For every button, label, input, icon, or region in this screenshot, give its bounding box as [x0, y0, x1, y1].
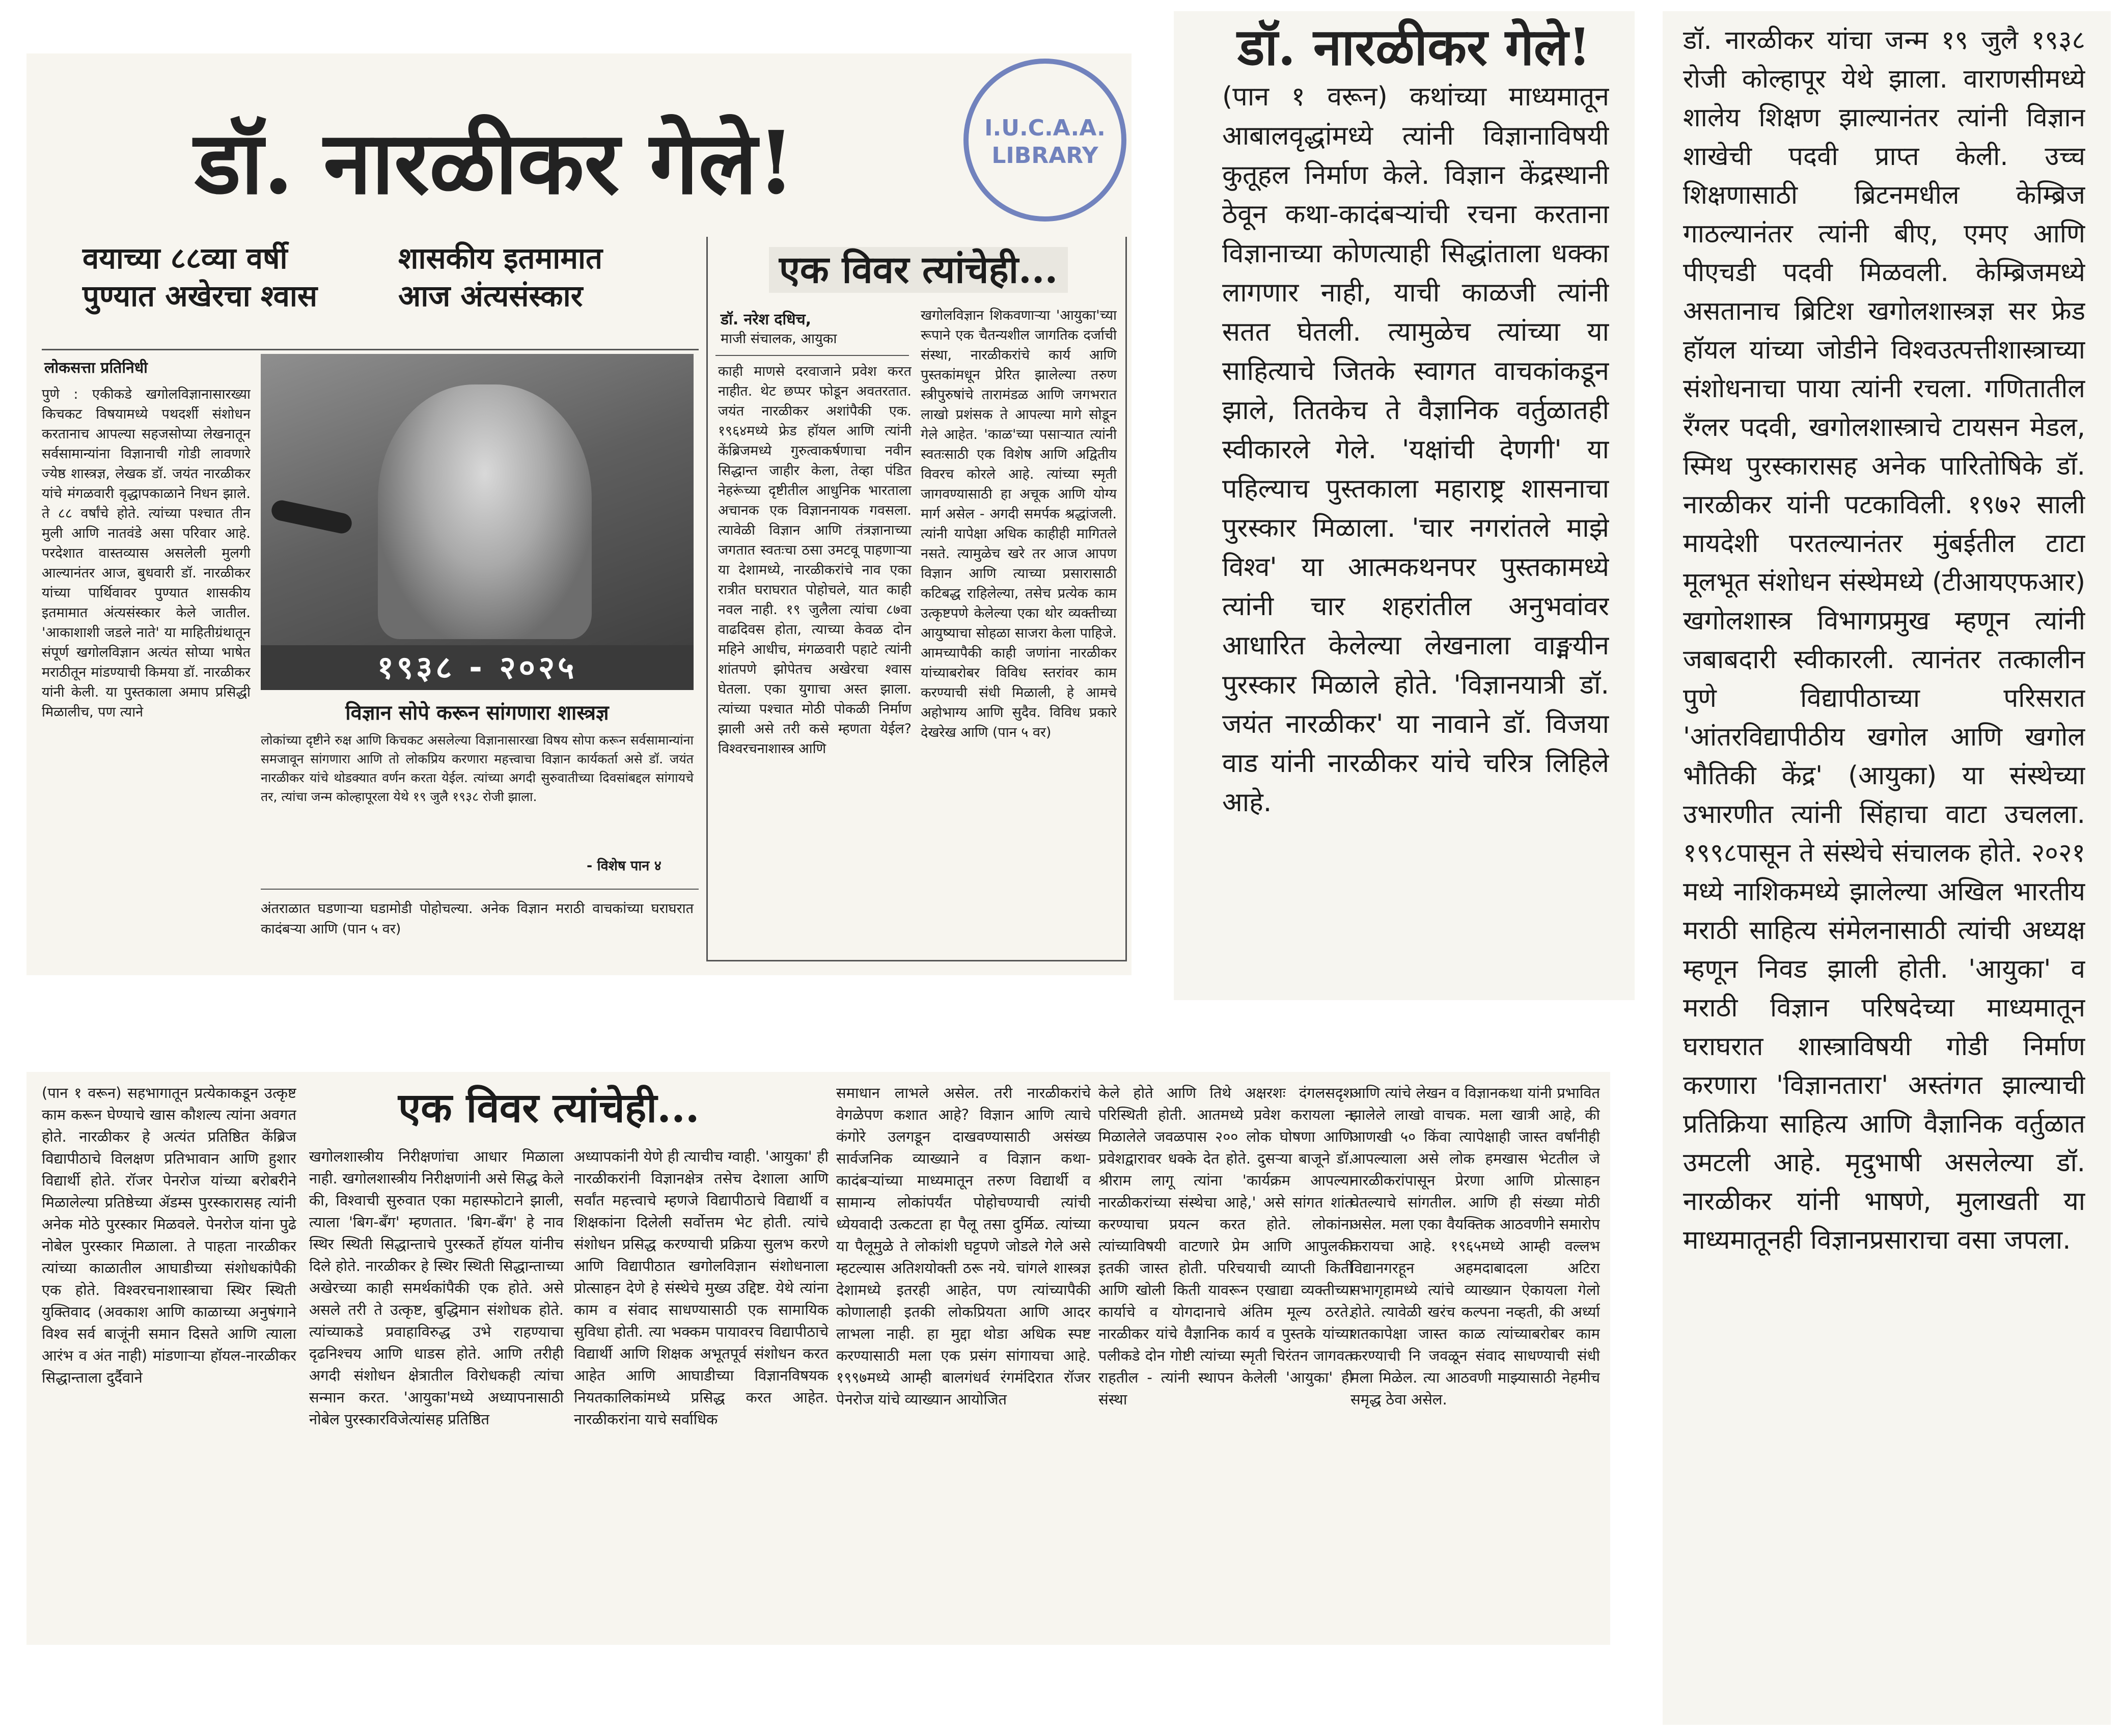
sidebar-author-role: माजी संचालक, आयुका	[721, 331, 837, 347]
continuation-clipping	[1174, 11, 1635, 1000]
continuation-text: (पान १ वरून) कथांच्या माध्यमातून आबालवृद्धांमध्ये त्यांनी विज्ञानाविषयी कुतूहल निर्माण केले. विज्ञान केंद्रस्थानी ठेवून कथा-कादंबऱ्यांची रचना करताना विज्ञानाच्या कोणत्याही सिद्धांताला धक्का लागणार नाही, याची काळजी त्यांनी सतत घेतली. त्यामुळेच त्यांच्या या साहित्याचे जितके स्वागत वाचकांकडून झाले, तितकेच ते वैज्ञानिक वर्तुळातही स्वीकारले गेले. 'यक्षांची देणगी' या पहिल्याच पुस्तकाला महाराष्ट्र शासनाचा पुरस्कार मिळाला. 'चार नगरांतले माझे विश्व' या आत्मकथनपर पुस्तकामध्ये त्यांनी चार शहरांतील अनुभवांवर आधारित केलेल्या लेखनाला वाङ्मयीन पुरस्कार मिळाले होते. 'विज्ञानयात्री डॉ. जयंत नारळीकर' या नावाने डॉ. विजया वाड यांनी नारळीकर यांचे चरित्र लिहिले आहे.	[1222, 81, 1609, 818]
sidebar-column-2	[921, 306, 1117, 955]
article-column-4-text: समाधान लाभले असेल. तरी नारळीकरांचे वेगळेपण कशात आहे? विज्ञान आणि त्याचे कंगोरे उलगडून दाखवण्यासाठी असंख्य सार्वजनिक व्याख्याने व विज्ञान कथा-कादंबऱ्यांच्या माध्यमातून तरुण विद्यार्थी व सामान्य लोकांपर्यंत पोहोचण्याची त्यांची ध्येयवादी उत्कटता हा पैलू तसा दुर्मिळ. त्यांच्या या पैलूमुळे ते लोकांशी घट्टपणे जोडले गेले असे म्हटल्यास अतिशयोक्ती ठरू नये. चांगले शास्त्रज्ञ देशामध्ये इतरही आहेत, पण त्यांच्यापैकी कोणालाही इतकी लोकप्रियता आणि आदर लाभला नाही. हा मुद्दा थोडा अधिक स्पष्ट करण्यासाठी मला एक प्रसंग सांगायचा आहे. १९९७मध्ये आम्ही बालगंधर्व रंगमंदिरात रॉजर पेनरोज यांचे व्याख्यान आयोजित	[836, 1084, 1091, 1408]
article-column-3	[574, 1146, 829, 1637]
article-column-4	[836, 1082, 1091, 1637]
subhead-right	[398, 239, 704, 315]
bottom-continuation	[261, 899, 694, 960]
photo-years: १९३८ - २०२५	[261, 645, 694, 690]
subhead-left-line1: वयाच्या ८८व्या वर्षी	[82, 241, 288, 275]
subhead-left-line2: पुण्यात अखेरचा श्वास	[82, 279, 318, 313]
article-column-5-text: केले होते आणि तिथे अक्षरशः दंगलसदृश परिस्थिती होती. आतमध्ये प्रवेश करायला न मिळालेले जवळपास २०० लोक घोषणा आणि प्रवेशद्वारावर धक्के देत होते. दुसऱ्या बाजूने डॉ. श्रीराम लागू त्यांना 'कार्यक्रम आपल्या नारळीकरांच्या संस्थेचा आहे,' असे सांगत शांत करण्याचा प्रयत्न करत होते. लोकांना त्यांच्याविषयी वाटणारे प्रेम आणि आपुलकी इतकी जास्त होती. परिचयाची व्याप्ती किती आणि खोली किती यावरून एखाद्या व्यक्तीच्या कार्याचे व योगदानाचे अंतिम मूल्य ठरते. नारळीकर यांचे वैज्ञानिक कार्य व पुस्तके यांच्या पलीकडे दोन गोष्टी त्यांच्या स्मृती चिरंतन जागवत राहतील - त्यांनी स्थापन केलेली 'आयुका' ही संस्था	[1098, 1084, 1353, 1408]
continuation-body	[1222, 77, 1609, 994]
article-column-1	[42, 1082, 296, 1637]
biography-body	[1683, 21, 2085, 1717]
sidebar-title: एक विवर त्यांचेही...	[769, 247, 1068, 293]
article-continuation-clipping	[26, 1072, 1610, 1645]
caption-ref: - विशेष पान ४	[587, 858, 661, 874]
subhead-right-line1: शासकीय इतमामात	[398, 241, 603, 275]
article-column-5	[1098, 1082, 1353, 1637]
photo-figure	[378, 384, 592, 639]
sidebar-author: डॉ. नरेश दधिच,	[721, 311, 812, 328]
caption-rule	[261, 889, 699, 890]
byline: लोकसत्ता प्रतिनिधी	[44, 359, 148, 377]
article-column-1-text: (पान १ वरून) सहभागातून प्रत्येकाकडून उत्कृष्ट काम करून घेण्याचे खास कौशल्य त्यांना अवगत होते. नारळीकर हे अत्यंत प्रतिष्ठित केंब्रिज विद्यापीठाचे विलक्षण प्रतिभावान आणि हुशार विद्यार्थी होते. रॉजर पेनरोज यांच्या बरोबरीने मिळालेल्या प्रतिष्ठेच्या ॲडम्स पुरस्कारासह त्यांनी अनेक मोठे पुरस्कार मिळवले. पेनरोज यांना पुढे नोबेल पुरस्कार मिळाला. ते पाहता नारळीकर त्यांच्या काळातील आघाडीच्या संशोधकांपैकी एक होते. विश्वरचनाशास्त्राचा स्थिर स्थिती युक्तिवाद (अवकाश आणि काळाच्या अनुषंगाने विश्व सर्व बाजूंनी समान दिसते आणि त्याला आरंभ व अंत नाही) मांडणाऱ्या हॉयल-नारळीकर सिद्धान्ताला दुर्दैवाने	[42, 1084, 296, 1386]
article-column-2	[309, 1146, 564, 1637]
headline: डॉ. नारळीकर गेले!	[195, 112, 795, 214]
library-stamp	[963, 59, 1126, 222]
sidebar-box	[706, 237, 1127, 961]
column-1-text: पुणे : एकीकडे खगोलविज्ञानासारख्या किचकट विषयामध्ये पथदर्शी संशोधन करतानाच आपल्या सहजसोप्या लेखनातून सर्वसामान्यांना विज्ञानाची गोडी लावणारे ज्येष्ठ शास्त्रज्ञ, लेखक डॉ. जयंत नारळीकर यांचे मंगळवारी वृद्धापकाळाने निधन झाले. ते ८८ वर्षांचे होते. त्यांच्या पश्चात तीन मुली आणि नातवंडे असा परिवार आहे. परदेशात वास्तव्यास असलेली मुलगी आल्यानंतर आज, बुधवारी डॉ. नारळीकर यांच्या पार्थिवावर पुण्यात शासकीय इतमामात अंत्यसंस्कार केले जातील. 'आकाशाशी जडले नाते' या माहितीग्रंथातून संपूर्ण खगोलविज्ञान अत्यंत सोप्या भाषेत मराठीतून मांडण्याची किमया डॉ. नारळीकर यांनी केली. या पुस्तकाला अमाप प्रसिद्धी मिळालीच, पण त्याने	[42, 387, 251, 720]
sidebar-author-rule	[715, 355, 909, 356]
front-page-clipping	[26, 53, 1132, 975]
sidebar-column-1-text: काही माणसे दरवाजाने प्रवेश करत नाहीत. थेट छप्पर फोडून अवतरतात. जयंत नारळीकर अशांपैकी एक. १९६४मध्ये फ्रेड हॉयल आणि त्यांनी केंब्रिजमध्ये गुरुत्वाकर्षणाचा नवीन सिद्धान्त जाहीर केला, तेव्हा पंडित नेहरूंच्या दृष्टीतील आधुनिक भारताला अचानक एक विज्ञाननायक गवसला. त्यावेळी विज्ञान आणि तंत्रज्ञानाच्या जगतात स्वतःचा ठसा उमटवू पाहणाऱ्या या देशामध्ये, नारळीकरांचे नाव एका रात्रीत घराघरात पोहोचले, यात काही नवल नाही. १९ जुलैला त्यांचा ८७वा वाढदिवस होता, त्याच्या केवळ दोन महिने आधीच, मंगळवारी पहाटे त्यांनी शांतपणे झोपेतच अखेरचा श्वास घेतला. एका युगाचा अस्त झाला. त्यांच्या पश्चात मोठी पोकळी निर्माण झाली असे तरी कसे म्हणता येईल? विश्वरचनाशास्त्र आणि	[718, 364, 912, 757]
caption-body: लोकांच्या दृष्टीने रुक्ष आणि किचकट असलेल्या विज्ञानासारखा विषय सोपा करून सर्वसामान्यांना समजावून सांगणारा आणि तो लोकप्रिय करणारा महत्त्वाचा विज्ञान कार्यकर्ता असे डॉ. जयंत नारळीकर यांचे थोडक्यात वर्णन करता येईल. त्यांच्या अगदी सुरुवातीच्या दिवसांबद्दल सांगायचे तर, त्यांचा जन्म कोल्हापूरला येथे १९ जुलै १९३८ रोजी झाला.	[261, 733, 694, 804]
article-title: एक विवर त्यांचेही...	[398, 1084, 700, 1132]
subhead-right-line2: आज अंत्यसंस्कार	[398, 279, 583, 313]
subhead-left	[82, 239, 398, 315]
stamp-text: I.U.C.A.A. LIBRARY	[984, 115, 1106, 169]
portrait-photo	[261, 354, 694, 690]
microphone-icon	[270, 499, 354, 535]
biography-text: डॉ. नारळीकर यांचा जन्म १९ जुलै १९३८ रोजी कोल्हापूर येथे झाला. वाराणसीमध्ये शालेय शिक्षण झाल्यानंतर त्यांनी विज्ञान शाखेची पदवी प्राप्त केली. उच्च शिक्षणासाठी ब्रिटनमधील केम्ब्रिज गाठल्यानंतर त्यांनी बीए, एमए आणि पीएचडी पदवी मिळवली. केम्ब्रिजमध्ये असतानाच ब्रिटिश खगोलशास्त्रज्ञ सर फ्रेड हॉयल यांच्या जोडीने विश्वउत्पत्तीशास्त्राच्या संशोधनाचा पाया त्यांनी रचला. गणितातील रँग्लर पदवी, खगोलशास्त्राचे टायसन मेडल, स्मिथ पुरस्कारासह अनेक पारितोषिके डॉ. नारळीकर यांनी पटकाविली. १९७२ साली मायदेशी परतल्यानंतर मुंबईतील टाटा मूलभूत संशोधन संस्थेमध्ये (टीआयएफआर) खगोलशास्त्र विभागप्रमुख म्हणून त्यांनी जबाबदारी स्वीकारली. त्यानंतर तत्कालीन पुणे विद्यापीठाच्या परिसरात 'आंतरविद्यापीठीय खगोल आणि खगोल भौतिकी केंद्र' (आयुका) या संस्थेच्या उभारणीत त्यांनी सिंहाचा वाटा उचलला. १९९८पासून ते संस्थेचे संचालक होते. २०२१ मध्ये नाशिकमध्ये झालेल्या अखिल भारतीय मराठी साहित्य संमेलनासाठी त्यांची अध्यक्ष म्हणून निवड झाली होती. 'आयुका' व मराठी विज्ञान परिषदेच्या माध्यमातून घराघरात शास्त्राविषयी गोडी निर्माण करणारा 'विज्ञानतारा' अस्तंगत झाल्याची प्रतिक्रिया साहित्य आणि वैज्ञानिक वर्तुळात उमटली आहे. मृदुभाषी असलेल्या डॉ. नारळीकर यांनी भाषणे, मुलाखती या माध्यमातूनही विज्ञानप्रसाराचा वसा जपला.	[1683, 25, 2085, 1255]
caption-title: विज्ञान सोपे करून सांगणारा शास्त्रज्ञ	[345, 701, 609, 725]
caption-text	[261, 731, 694, 806]
biography-clipping	[1663, 11, 2111, 1725]
sidebar-column-2-text: खगोलविज्ञान शिकवणाऱ्या 'आयुका'च्या रूपाने एक चैतन्यशील जागतिक दर्जाची संस्था, नारळीकरांचे कार्य आणि पुस्तकांमधून प्रेरित झालेल्या तरुण स्त्रीपुरुषांचे तारामंडळ आणि जगभरात लाखो प्रशंसक ते आपल्या मागे सोडून गेले आहेत. 'काळ'च्या पसाऱ्यात त्यांनी स्वतःसाठी एक विशेष आणि अद्वितीय विवरच कोरले आहे. त्यांच्या स्मृती जागवण्यासाठी हा अचूक आणि योग्य मार्ग असेल - अगदी समर्पक श्रद्धांजली. त्यांनी यापेक्षा अधिक काहीही मागितले नसते. त्यामुळेच खरे तर आज आपण विज्ञान आणि त्याच्या प्रसारासाठी कटिबद्ध राहिलेल्या, तसेच प्रत्येक काम उत्कृष्टपणे केलेल्या एका थोर व्यक्तीच्या आयुष्याचा सोहळा साजरा केला पाहिजे. आमच्यापैकी काही जणांना नारळीकर यांच्याबरोबर विविध स्तरांवर काम करण्याची संधी मिळाली, हे आमचे अहोभाग्य आणि सुदैव. विविध प्रकारे देखरेख आणि (पान ५ वर)	[921, 308, 1117, 740]
article-column-1	[42, 384, 251, 965]
article-column-3-text: अध्यापकांनी येणे ही त्याचीच ग्वाही. 'आयुका' ही नारळीकरांनी विज्ञानक्षेत्र तसेच देशाला आणि सर्वांत महत्त्वाचे म्हणजे विद्यापीठाचे विद्यार्थी व शिक्षकांना दिलेली सर्वोत्तम भेट होती. त्यांचे संशोधन प्रसिद्ध करण्याची प्रक्रिया सुलभ करणे आणि विद्यापीठात खगोलविज्ञान संशोधनाला प्रोत्साहन देणे हे संस्थेचे मुख्य उद्दिष्ट. येथे त्यांना काम व संवाद साधण्यासाठी एक सामायिक सुविधा होती. त्या भक्कम पायावरच विद्यापीठाचे विद्यार्थी आणि शिक्षक अभूतपूर्व संशोधन करत आहेत आणि आघाडीच्या विज्ञानविषयक नियतकालिकांमध्ये प्रसिद्ध करत आहेत. नारळीकरांना याचे सर्वाधिक	[574, 1148, 829, 1428]
article-column-2-text: खगोलशास्त्रीय निरीक्षणांचा आधार मिळाला नाही. खगोलशास्त्रीय निरीक्षणांनी असे सिद्ध केले की, विश्वाची सुरुवात एका महास्फोटाने झाली, त्याला 'बिग-बँग' म्हणतात. 'बिग-बँग' हे नाव स्थिर स्थिती सिद्धान्ताचे पुरस्कर्ते हॉयल यांनीच दिले होते. नारळीकर हे स्थिर स्थिती सिद्धान्ताच्या अखेरच्या काही समर्थकांपैकी एक होते. असे असले तरी ते उत्कृष्ट, बुद्धिमान संशोधक होते. त्यांच्याकडे प्रवाहाविरुद्ध उभे राहण्याचा दृढनिश्चय आणि धाडस होते. आणि तरीही अगदी संशोधन क्षेत्रातील विरोधकही त्यांचा सन्मान करत. 'आयुका'मध्ये अध्यापनासाठी नोबेल पुरस्कारविजेत्यांसह प्रतिष्ठित	[309, 1148, 564, 1428]
bottom-text: अंतराळात घडणाऱ्या घडामोडी पोहोचल्या. अनेक विज्ञान मराठी वाचकांच्या घराघरात कादंबऱ्या आणि (पान ५ वर)	[261, 901, 694, 937]
article-column-6	[1350, 1082, 1600, 1637]
continuation-headline: डॉ. नारळीकर गेले!	[1237, 17, 1591, 77]
byline-rule	[42, 349, 699, 350]
article-column-6-text: आणि त्यांचे लेखन व विज्ञानकथा यांनी प्रभावित झालेले लाखो वाचक. मला खात्री आहे, की आणखी ५० किंवा त्यापेक्षाही जास्त वर्षांनीही आपल्याला असे लोक हमखास भेटतील जे नारळीकरांपासून प्रेरणा आणि प्रोत्साहन घेतल्याचे सांगतील. आणि ही संख्या मोठी असेल. मला एका वैयक्तिक आठवणीने समारोप करायचा आहे. १९६५मध्ये आम्ही वल्लभ विद्यानगरहून अहमदाबादला अटिरा सभागृहामध्ये त्यांचे व्याख्यान ऐकायला गेलो होते. त्यावेळी खरंच कल्पना नव्हती, की अर्ध्या शतकापेक्षा जास्त काळ त्यांच्याबरोबर काम करण्याची नि जवळून संवाद साधण्याची संधी मला मिळेल. त्या आठवणी माझ्यासाठी नेहमीच समृद्ध ठेवा असेल.	[1350, 1084, 1600, 1408]
sidebar-column-1	[718, 362, 912, 955]
